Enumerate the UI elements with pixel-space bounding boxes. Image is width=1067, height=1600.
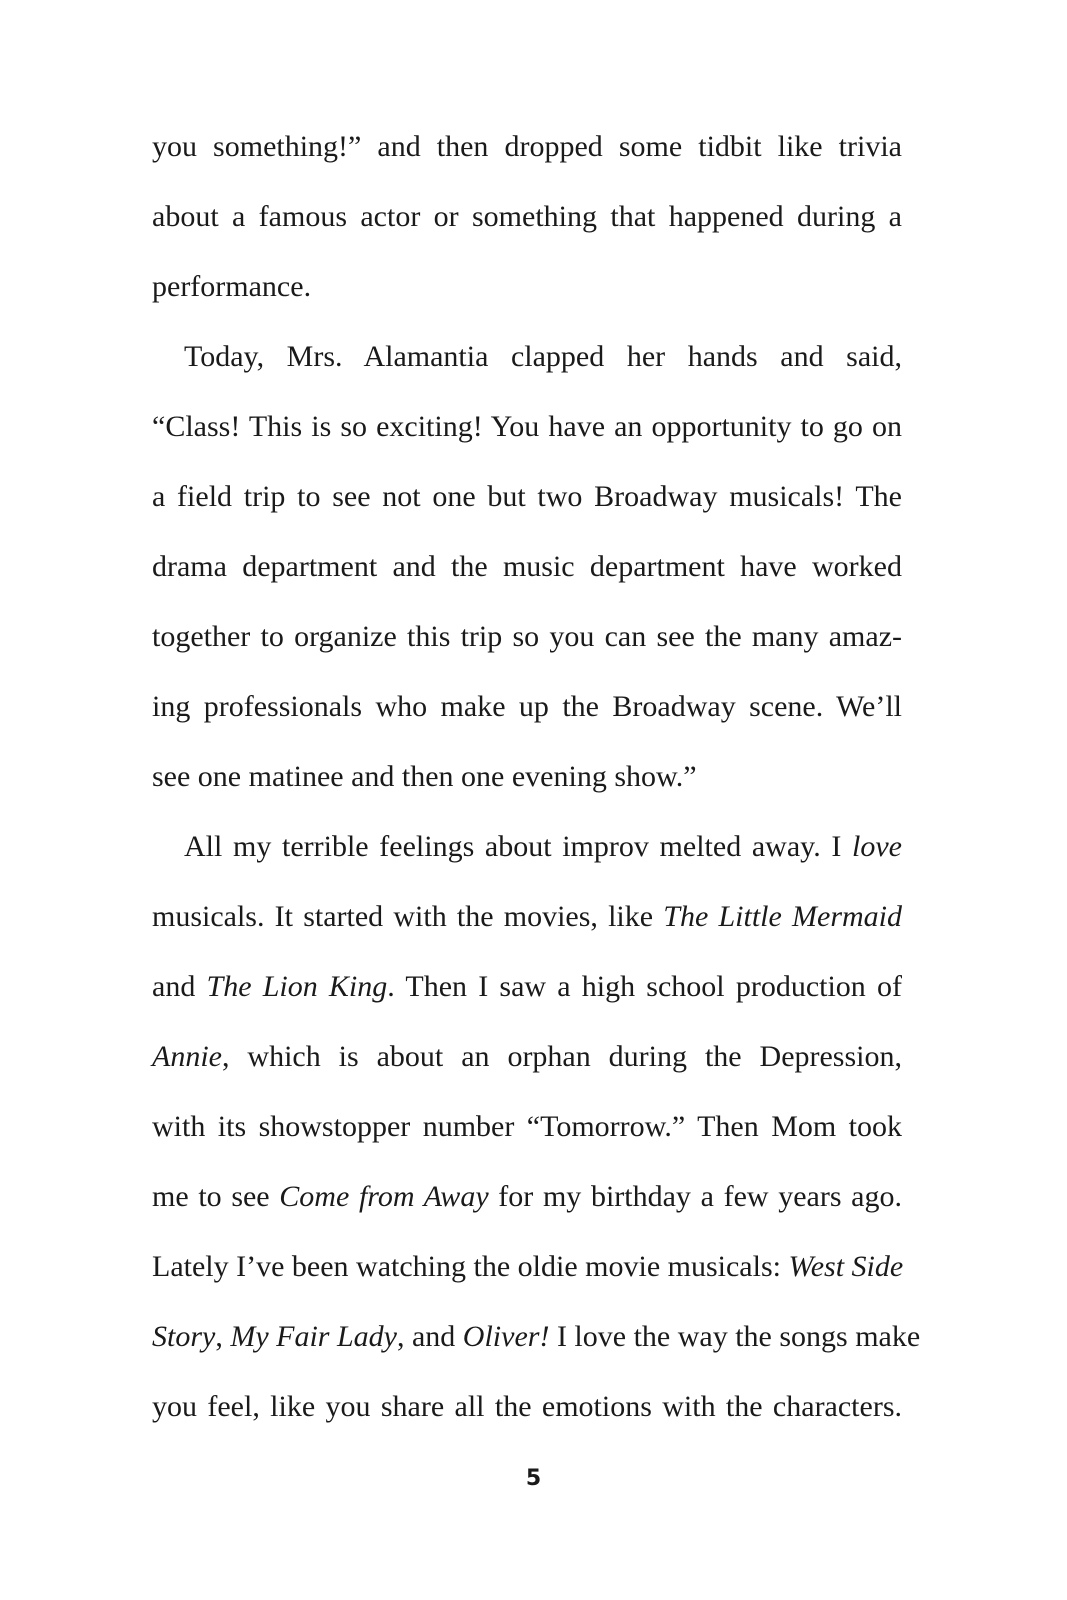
line-text: a field trip to see not one but two Broadway musicals! The xyxy=(152,480,902,513)
line-text: about a famous actor or something that happened during a xyxy=(152,200,902,233)
text-line xyxy=(152,112,902,182)
line-text: . Then I saw a high school production of xyxy=(387,970,902,1003)
paragraph-1 xyxy=(152,112,902,322)
text-line xyxy=(152,1022,902,1092)
line-text: me to see xyxy=(152,1180,280,1213)
line-text: I love the way the songs make xyxy=(549,1320,921,1353)
text-line xyxy=(152,602,902,672)
line-text: performance. xyxy=(152,270,312,303)
italic-title-text: Annie xyxy=(152,1040,222,1073)
text-line xyxy=(152,742,902,812)
line-text: musicals. It started with the movies, like xyxy=(152,900,664,933)
text-line xyxy=(152,532,902,602)
text-line xyxy=(152,322,902,392)
line-text: , xyxy=(215,1320,231,1353)
italic-title-text: My Fair Lady xyxy=(230,1320,397,1353)
line-text: together to organize this trip so you can see the many amaz- xyxy=(152,620,902,653)
italic-title-text: The Little Mermaid xyxy=(663,900,902,933)
line-text: you something!” and then dropped some tidbit like trivia xyxy=(152,130,902,163)
text-line xyxy=(152,182,902,252)
italic-title-text: Story xyxy=(152,1320,216,1353)
text-line xyxy=(152,252,902,322)
line-text: you feel, like you share all the emotions with the characters. xyxy=(152,1390,902,1423)
text-line xyxy=(152,1092,902,1162)
line-text: drama department and the music department have worked xyxy=(152,550,902,583)
italic-title-text: Oliver! xyxy=(462,1320,550,1353)
italic-title-text: West Side xyxy=(788,1250,904,1283)
line-text: for my birthday a few years ago. xyxy=(488,1180,902,1213)
line-text: “Class! This is so exciting! You have an opportunity to go on xyxy=(152,410,902,443)
line-text: with its showstopper number “Tomorrow.” Then Mom took xyxy=(152,1110,902,1143)
text-line xyxy=(152,462,902,532)
text-line xyxy=(152,952,902,1022)
line-text: see one matinee and then one evening show.” xyxy=(152,760,697,793)
body-text xyxy=(152,112,921,1442)
line-text: All my terrible feelings about improv melted away. I xyxy=(184,830,853,863)
paragraph-2 xyxy=(152,322,902,812)
text-line xyxy=(152,672,902,742)
line-text: , and xyxy=(396,1320,463,1353)
page-number: 5 xyxy=(525,1466,542,1491)
text-line xyxy=(152,1232,902,1302)
text-line xyxy=(152,812,902,882)
text-line xyxy=(152,1372,902,1442)
text-line xyxy=(152,392,902,462)
paragraph-3 xyxy=(152,812,921,1442)
line-text: ing professionals who make up the Broadway scene. We’ll xyxy=(152,690,902,723)
text-line xyxy=(152,1162,902,1232)
line-text: Today, Mrs. Alamantia clapped her hands and said, xyxy=(184,340,902,373)
text-line xyxy=(152,882,902,952)
line-text: , which is about an orphan during the Depression, xyxy=(221,1040,902,1073)
text-line xyxy=(152,1302,921,1372)
italic-title-text: Come from Away xyxy=(279,1180,489,1213)
line-text: and xyxy=(152,970,207,1003)
italic-title-text: The Lion King xyxy=(206,970,388,1003)
line-text: Lately I’ve been watching the oldie movie musicals: xyxy=(152,1250,789,1283)
italic-title-text: love xyxy=(852,830,902,863)
